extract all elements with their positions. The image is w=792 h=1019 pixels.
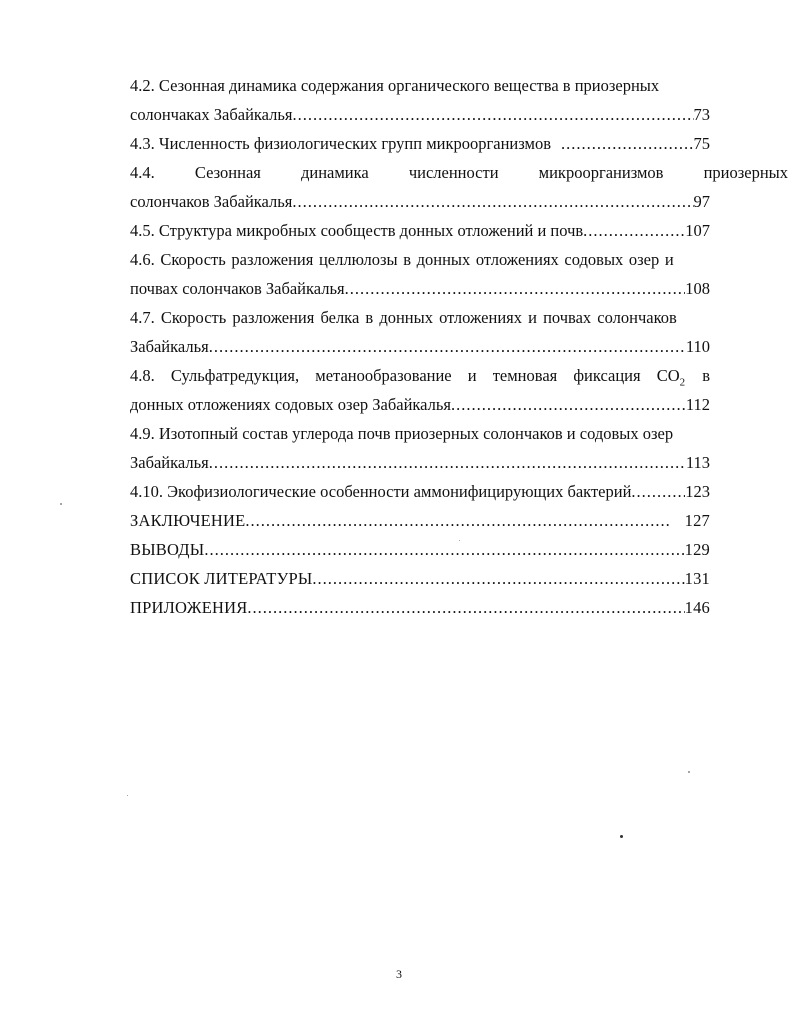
toc-entry-text: ВЫВОДЫ: [130, 540, 205, 559]
dot-leader: [204, 535, 684, 564]
dot-leader: [245, 506, 668, 535]
toc-entry-text-wrap: [130, 361, 685, 390]
dot-leader: [209, 332, 686, 361]
scan-speck: [688, 771, 690, 773]
dot-leader: [345, 274, 686, 303]
toc-entry-text: Забайкалья: [130, 453, 209, 472]
toc-entry-4-7-line-2[interactable]: [130, 332, 710, 361]
toc-page-number: 123: [685, 482, 710, 501]
dot-leader: [631, 477, 685, 506]
toc-entry-4-9-line-1: [130, 419, 710, 448]
toc-entry-4-2-line-1: [130, 71, 710, 100]
toc-entry-4-3[interactable]: [130, 129, 710, 158]
toc-entry-4-4-line-2[interactable]: [130, 187, 710, 216]
toc-page-number: 107: [685, 221, 710, 240]
toc-entry-appendices[interactable]: [130, 593, 710, 622]
toc-entry-4-6-line-1: [130, 245, 710, 274]
toc-entry-text: донных отложениях содовых озер Забайкалья: [130, 395, 451, 414]
toc-page-number: 112: [685, 395, 710, 414]
toc-entry-4-10[interactable]: [130, 477, 710, 506]
dot-leader: [247, 593, 684, 622]
toc-entry-4-6-line-2[interactable]: [130, 274, 710, 303]
toc-entry-text: ЗАКЛЮЧЕНИЕ: [130, 511, 246, 530]
toc-entry-4-2-line-2[interactable]: [130, 100, 710, 129]
toc-entry-text: 4.7. Скорость разложения белка в донных отложениях и почвах солончаков: [130, 308, 677, 327]
toc-entry-4-7-line-1: [130, 303, 710, 332]
toc-page-number: 110: [685, 337, 710, 356]
toc-page-number: 113: [685, 453, 710, 472]
toc-entry-text: 4.3. Численность физиологических групп микроорганизмов: [130, 134, 552, 153]
toc-entry-text: солончаках Забайкалья: [130, 105, 293, 124]
dot-leader: [292, 100, 693, 129]
toc-entry-4-9-line-2[interactable]: [130, 448, 710, 477]
dot-leader: [451, 390, 686, 419]
toc-page-number: 127: [684, 511, 710, 530]
toc-page-number: 146: [684, 598, 710, 617]
toc-entry-text: 4.8. Сульфатредукция, метанообразование и темновая фиксация CO: [130, 366, 680, 385]
toc-entry-text: 4.4. Сезонная динамика численности микроорганизмов приозерных: [130, 163, 789, 182]
toc-entry-findings[interactable]: [130, 535, 710, 564]
subscript-two: 2: [679, 376, 686, 389]
toc-entry-text: 4.5. Структура микробных сообществ донных отложений и почв: [130, 221, 584, 240]
toc-entry-text: солончаков Забайкалья: [130, 192, 293, 211]
toc-entry-references[interactable]: [130, 564, 710, 593]
toc-page-number: 129: [684, 540, 710, 559]
toc-page-number: 97: [693, 192, 710, 211]
dot-leader: [209, 448, 686, 477]
page-number: 3: [396, 967, 402, 981]
scan-speck: [620, 835, 623, 838]
toc-entry-text: 4.6. Скорость разложения целлюлозы в донных отложениях содовых озер и: [130, 250, 674, 269]
toc-page-number: 108: [685, 279, 710, 298]
dot-leader: [292, 187, 693, 216]
toc-entry-text: СПИСОК ЛИТЕРАТУРЫ: [130, 569, 313, 588]
toc-entry-text: почвах солончаков Забайкалья: [130, 279, 345, 298]
toc-entry-text: 4.9. Изотопный состав углерода почв приозерных солончаков и содовых озер: [130, 424, 674, 443]
toc-entry-text: Забайкалья: [130, 337, 209, 356]
dot-leader: [583, 216, 685, 245]
scan-speck: [60, 503, 62, 505]
toc-page-number: 73: [693, 105, 710, 124]
toc-entry-4-4-line-1: [130, 158, 789, 187]
toc-entry-text: 4.2. Сезонная динамика содержания органического вещества в приозерных: [130, 76, 660, 95]
toc-entry-4-5[interactable]: [130, 216, 710, 245]
toc-entry-4-8-line-1: [130, 361, 710, 390]
toc-page-number: 75: [693, 134, 710, 153]
toc-entry-text-tail: в: [702, 366, 710, 385]
toc-entry-text: 4.10. Экофизиологические особенности аммонифицирующих бактерий: [130, 482, 632, 501]
scan-speck: [127, 795, 128, 796]
toc-entry-4-8-line-2[interactable]: [130, 390, 710, 419]
toc-entry-conclusion[interactable]: [130, 506, 710, 535]
dot-leader: [312, 564, 684, 593]
scan-speck: [459, 540, 460, 541]
dot-leader: [561, 129, 693, 158]
toc-entry-text: ПРИЛОЖЕНИЯ: [130, 598, 248, 617]
toc-page-number: 131: [684, 569, 710, 588]
